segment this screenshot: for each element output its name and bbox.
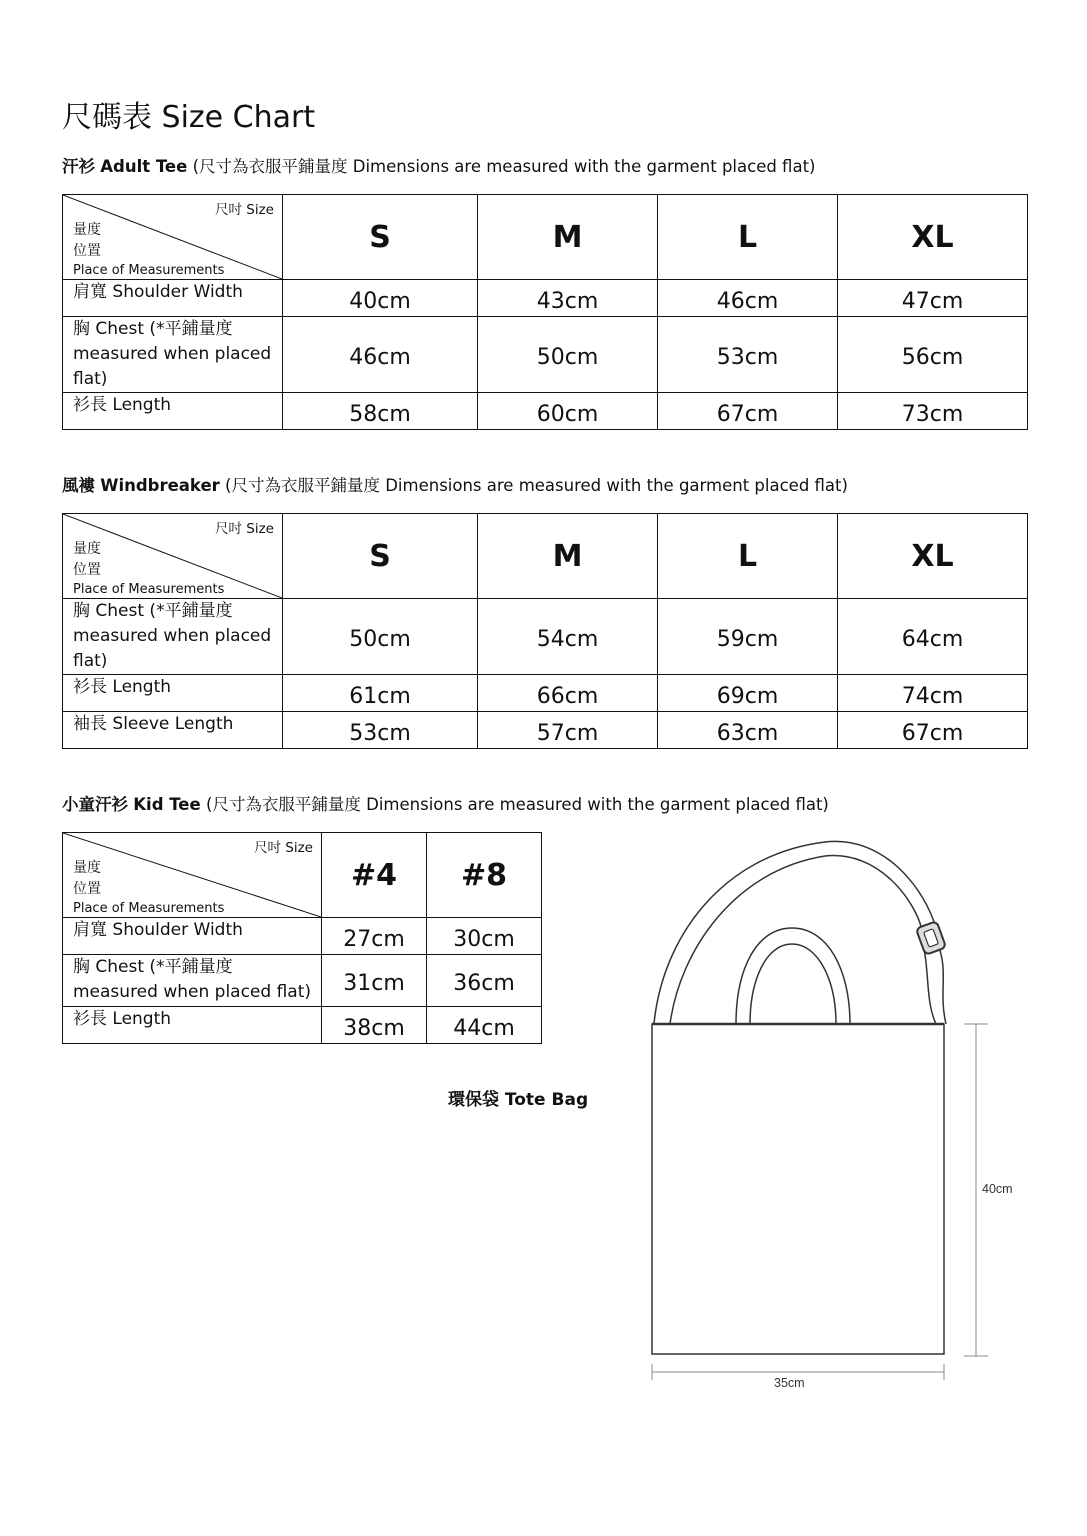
size-label: 尺吋 Size xyxy=(214,521,274,537)
windbreaker-caption xyxy=(62,472,848,496)
table-cell: 64cm xyxy=(838,599,1028,675)
kid-tee-note: (尺寸為衣服平鋪量度 Dimensions are measured with the garment placed flat) xyxy=(205,795,829,814)
row-label: 肩寬 Shoulder Width xyxy=(63,918,322,955)
table-row xyxy=(63,955,542,1007)
table-cell: 46cm xyxy=(658,280,838,317)
table-row xyxy=(63,280,1028,317)
table-cell: 50cm xyxy=(283,599,478,675)
width-label: 35cm xyxy=(774,1376,805,1390)
kid-tee-name-zh: 小童汗衫 xyxy=(62,795,128,814)
table-cell: 31cm xyxy=(322,955,427,1007)
table-cell: 50cm xyxy=(478,317,658,393)
table-cell: 27cm xyxy=(322,918,427,955)
kid-tee-caption xyxy=(62,791,829,815)
measure-label: 量度 xyxy=(73,541,101,557)
buckle-icon xyxy=(916,921,946,955)
size-column-header: S xyxy=(283,195,478,280)
adult-tee-note: (尺寸為衣服平鋪量度 Dimensions are measured with the garment placed flat) xyxy=(192,157,816,176)
table-row xyxy=(63,918,542,955)
size-column-header: XL xyxy=(838,195,1028,280)
tote-bag-label: 環保袋 Tote Bag xyxy=(448,1090,589,1110)
row-label: 胸 Chest (*平鋪量度 measured when placed flat) xyxy=(63,317,283,393)
table-cell: 67cm xyxy=(658,393,838,430)
table-cell: 60cm xyxy=(478,393,658,430)
table-cell: 40cm xyxy=(283,280,478,317)
table-cell: 56cm xyxy=(838,317,1028,393)
table-corner-header xyxy=(63,833,322,918)
page-title: 尺碼表 Size Chart xyxy=(62,100,316,135)
size-column-header: M xyxy=(478,195,658,280)
kid-tee-table xyxy=(62,832,542,1044)
strap-inner xyxy=(670,856,922,1024)
table-corner-header xyxy=(63,514,283,599)
table-row xyxy=(63,317,1028,393)
windbreaker-table xyxy=(62,513,1028,749)
place-label: Place of Measurements xyxy=(73,263,225,278)
table-corner-header xyxy=(63,195,283,280)
table-row xyxy=(63,599,1028,675)
size-column-header: M xyxy=(478,514,658,599)
adult-tee-caption xyxy=(62,153,815,177)
table-cell: 38cm xyxy=(322,1007,427,1044)
table-cell: 59cm xyxy=(658,599,838,675)
size-column-header: #8 xyxy=(427,833,542,918)
table-row xyxy=(63,1007,542,1044)
width-dimension xyxy=(652,1364,944,1390)
table-cell: 73cm xyxy=(838,393,1028,430)
handle-inner xyxy=(750,944,836,1024)
bag-body xyxy=(652,1024,944,1354)
size-label: 尺吋 Size xyxy=(214,202,274,218)
table-cell: 58cm xyxy=(283,393,478,430)
measure-label: 量度 xyxy=(73,222,101,238)
height-label: 40cm xyxy=(982,1182,1013,1196)
table-cell: 66cm xyxy=(478,675,658,712)
size-column-header: L xyxy=(658,195,838,280)
height-dimension xyxy=(964,1024,1013,1356)
table-row xyxy=(63,393,1028,430)
table-header-row xyxy=(63,514,1028,599)
table-row xyxy=(63,712,1028,749)
place-label: Place of Measurements xyxy=(73,901,225,916)
table-header-row xyxy=(63,833,542,918)
tote-bag-illustration xyxy=(640,830,1040,1400)
table-cell: 47cm xyxy=(838,280,1028,317)
table-cell: 54cm xyxy=(478,599,658,675)
row-label: 袖長 Sleeve Length xyxy=(63,712,283,749)
windbreaker-name-zh: 風褸 xyxy=(62,476,95,495)
size-column-header: XL xyxy=(838,514,1028,599)
size-column-header: S xyxy=(283,514,478,599)
position-label: 位置 xyxy=(73,562,101,578)
row-label: 衫長 Length xyxy=(63,675,283,712)
table-cell: 69cm xyxy=(658,675,838,712)
windbreaker-note: (尺寸為衣服平鋪量度 Dimensions are measured with the garment placed flat) xyxy=(225,476,848,495)
row-label: 胸 Chest (*平鋪量度 measured when placed flat) xyxy=(63,955,322,1007)
row-label: 肩寬 Shoulder Width xyxy=(63,280,283,317)
adult-tee-name-en: Adult Tee xyxy=(100,157,188,176)
table-cell: 57cm xyxy=(478,712,658,749)
position-label: 位置 xyxy=(73,881,101,897)
table-cell: 30cm xyxy=(427,918,542,955)
measure-label: 量度 xyxy=(73,860,101,876)
row-label: 胸 Chest (*平鋪量度 measured when placed flat) xyxy=(63,599,283,675)
adult-tee-table xyxy=(62,194,1028,430)
table-cell: 53cm xyxy=(658,317,838,393)
strap-outer xyxy=(654,841,936,1024)
adult-tee-name-zh: 汗衫 xyxy=(62,157,95,176)
table-cell: 53cm xyxy=(283,712,478,749)
table-cell: 63cm xyxy=(658,712,838,749)
table-cell: 43cm xyxy=(478,280,658,317)
table-cell: 44cm xyxy=(427,1007,542,1044)
place-label: Place of Measurements xyxy=(73,582,225,597)
size-label: 尺吋 Size xyxy=(253,840,313,856)
table-cell: 61cm xyxy=(283,675,478,712)
table-row xyxy=(63,675,1028,712)
size-column-header: #4 xyxy=(322,833,427,918)
handle-outer xyxy=(736,928,850,1024)
table-cell: 36cm xyxy=(427,955,542,1007)
position-label: 位置 xyxy=(73,243,101,259)
size-column-header: L xyxy=(658,514,838,599)
table-header-row xyxy=(63,195,1028,280)
table-cell: 67cm xyxy=(838,712,1028,749)
windbreaker-name-en: Windbreaker xyxy=(100,476,220,495)
table-cell: 74cm xyxy=(838,675,1028,712)
row-label: 衫長 Length xyxy=(63,393,283,430)
kid-tee-name-en: Kid Tee xyxy=(133,795,201,814)
row-label: 衫長 Length xyxy=(63,1007,322,1044)
table-cell: 46cm xyxy=(283,317,478,393)
